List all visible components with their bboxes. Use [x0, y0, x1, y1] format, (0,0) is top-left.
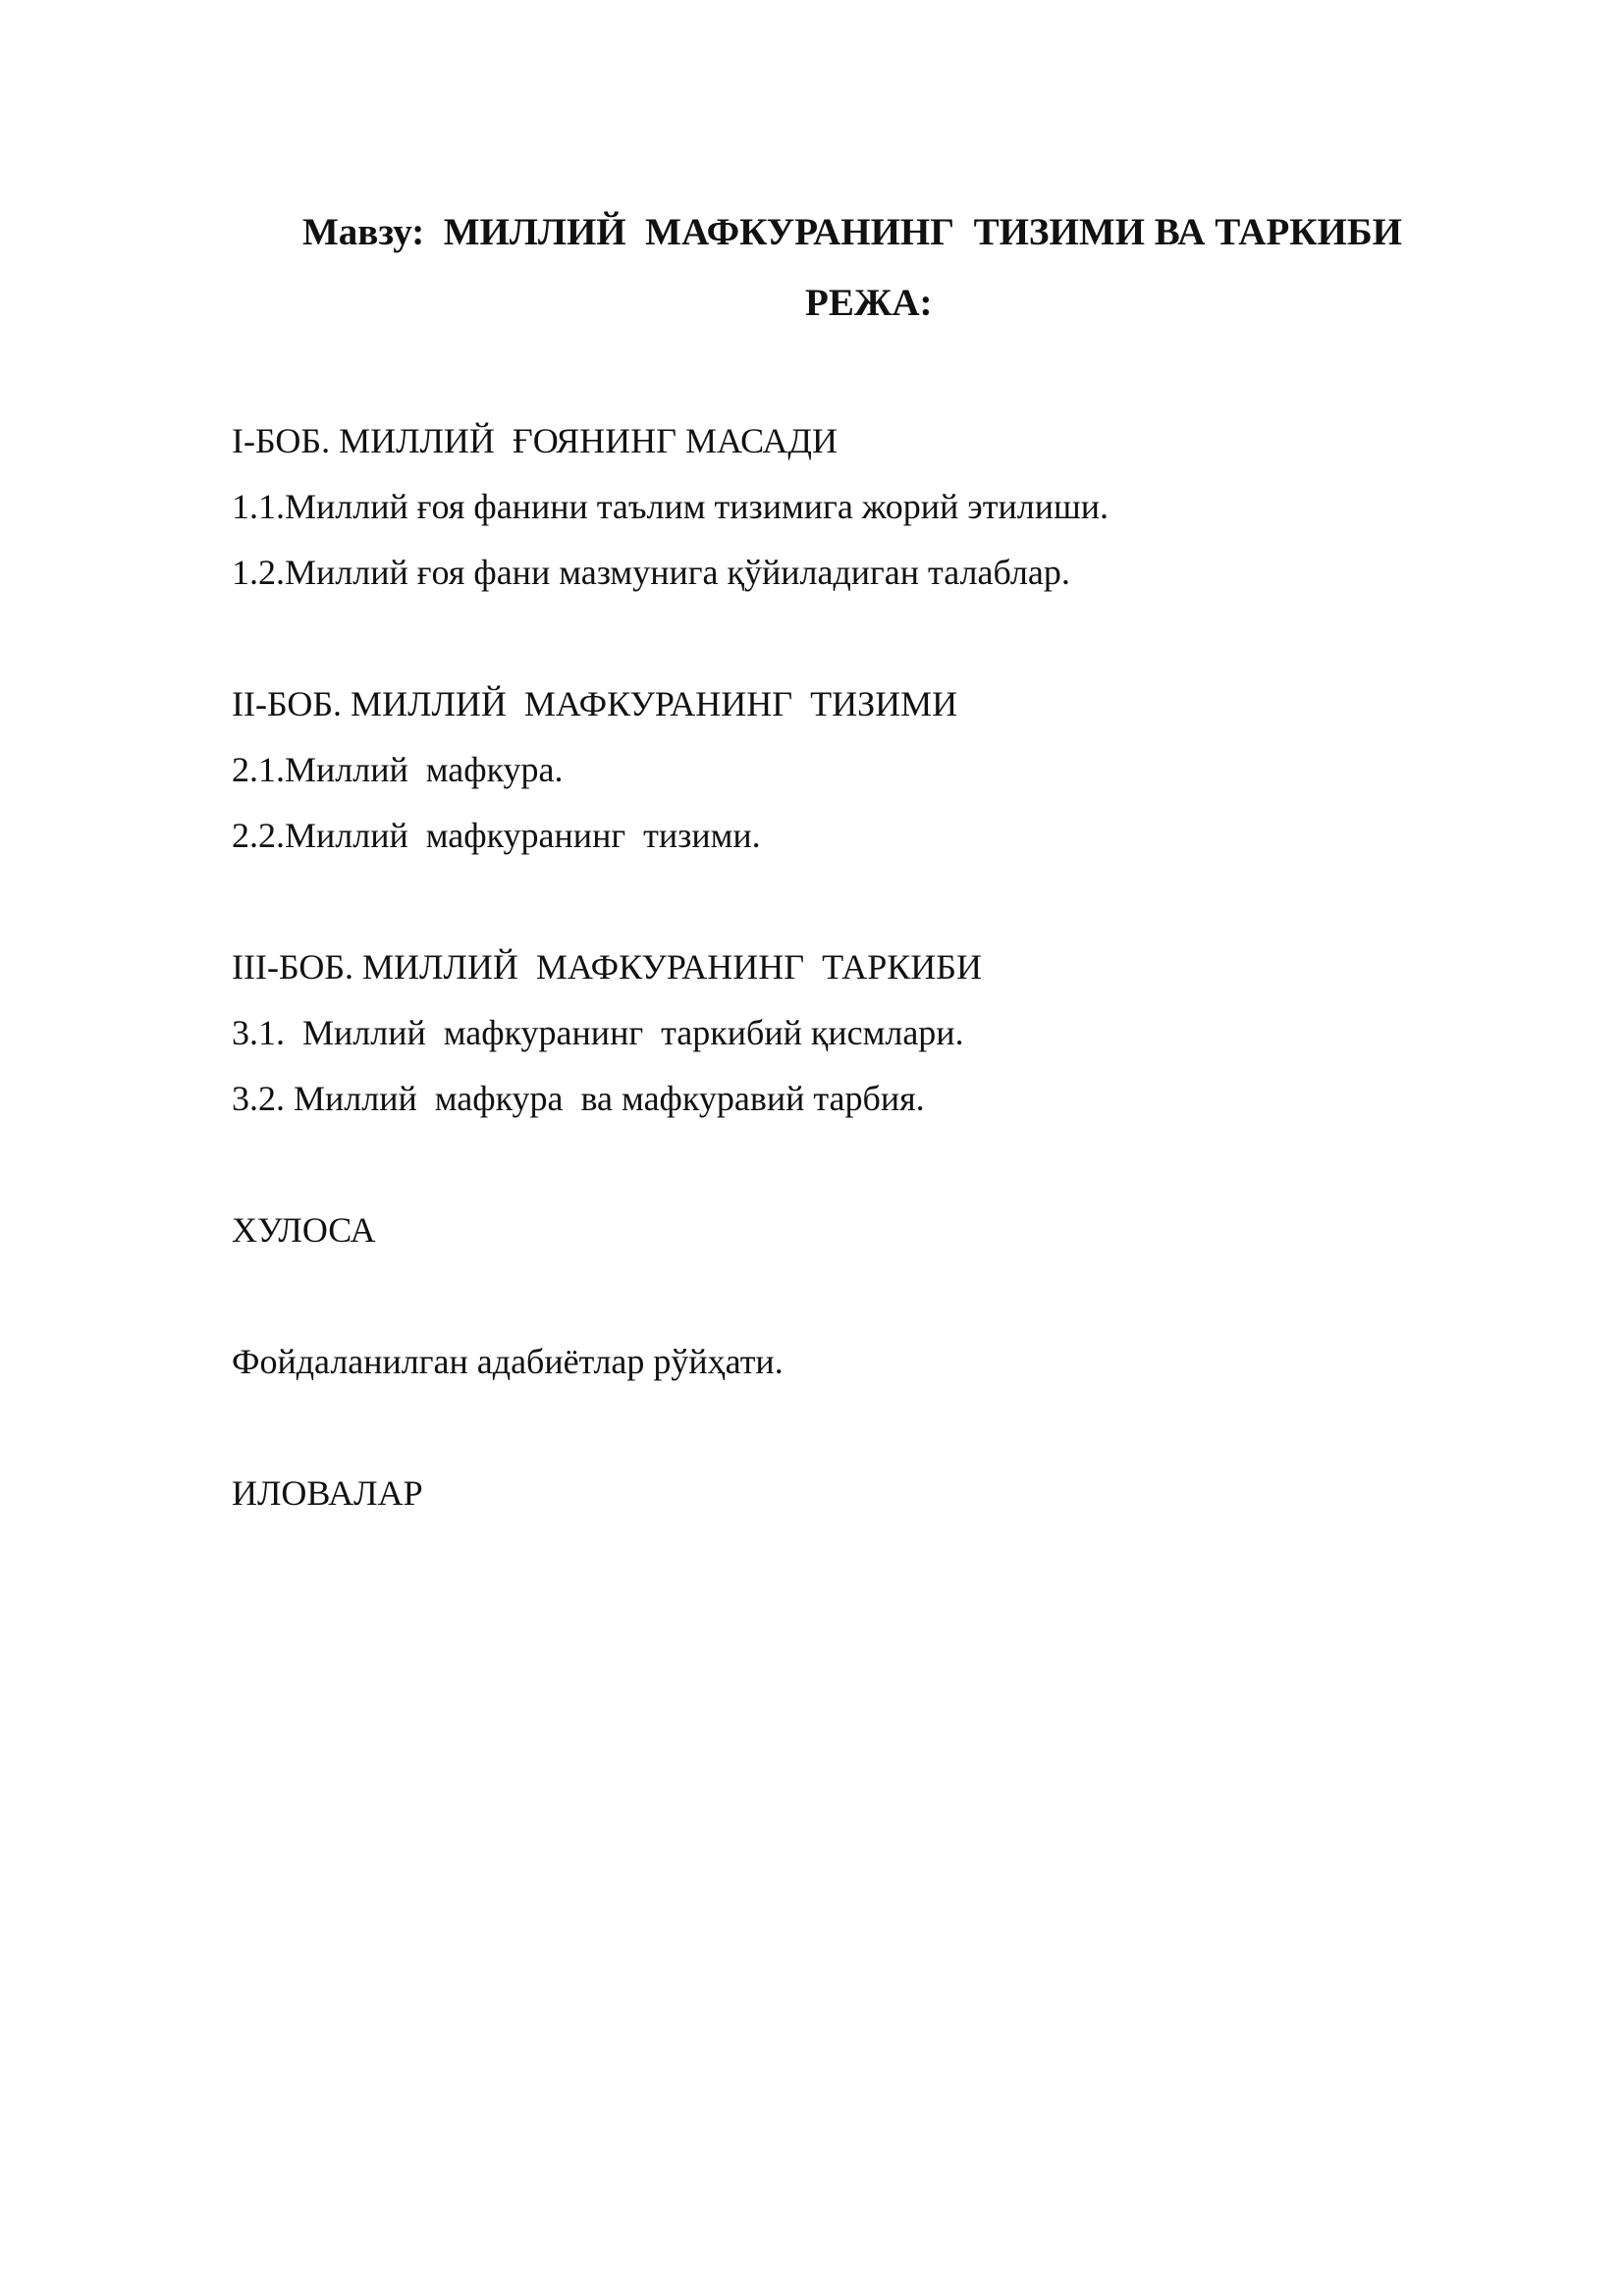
section-2-item-1: 2.1.Миллий мафкура. — [232, 750, 564, 789]
appendices-heading: ИЛОВАЛАР — [232, 1473, 423, 1513]
section-1-item-1: 1.1.Миллий ғоя фанини таълим тизимига жорий этилиши. — [232, 487, 1109, 526]
section-2-item-2: 2.2.Миллий мафкуранинг тизими. — [232, 816, 761, 855]
document-title: Мавзу: МИЛЛИЙ МАФКУРАНИНГ ТИЗИМИ ВА ТАРКИБИ — [302, 211, 1403, 253]
section-1-item-2: 1.2.Миллий ғоя фани мазмунига қўйиладиган талаблар. — [232, 553, 1070, 592]
section-heading-2: II-БОБ. МИЛЛИЙ МАФКУРАНИНГ ТИЗИМИ — [232, 684, 958, 723]
section-heading-1: I-БОБ. МИЛЛИЙ ҒОЯНИНГ МАСАДИ — [232, 421, 838, 460]
conclusion-heading: ХУЛОСА — [232, 1210, 376, 1250]
references-line: Фойдаланилган адабиётлар рўйҳати. — [232, 1342, 784, 1381]
plan-heading: РЕЖА: — [805, 282, 933, 324]
section-heading-3: III-БОБ. МИЛЛИЙ МАФКУРАНИНГ ТАРКИБИ — [232, 947, 982, 987]
section-3-item-2: 3.2. Миллий мафкура ва мафкуравий тарбия. — [232, 1079, 925, 1118]
section-3-item-1: 3.1. Миллий мафкуранинг таркибий қисмлари. — [232, 1013, 964, 1052]
